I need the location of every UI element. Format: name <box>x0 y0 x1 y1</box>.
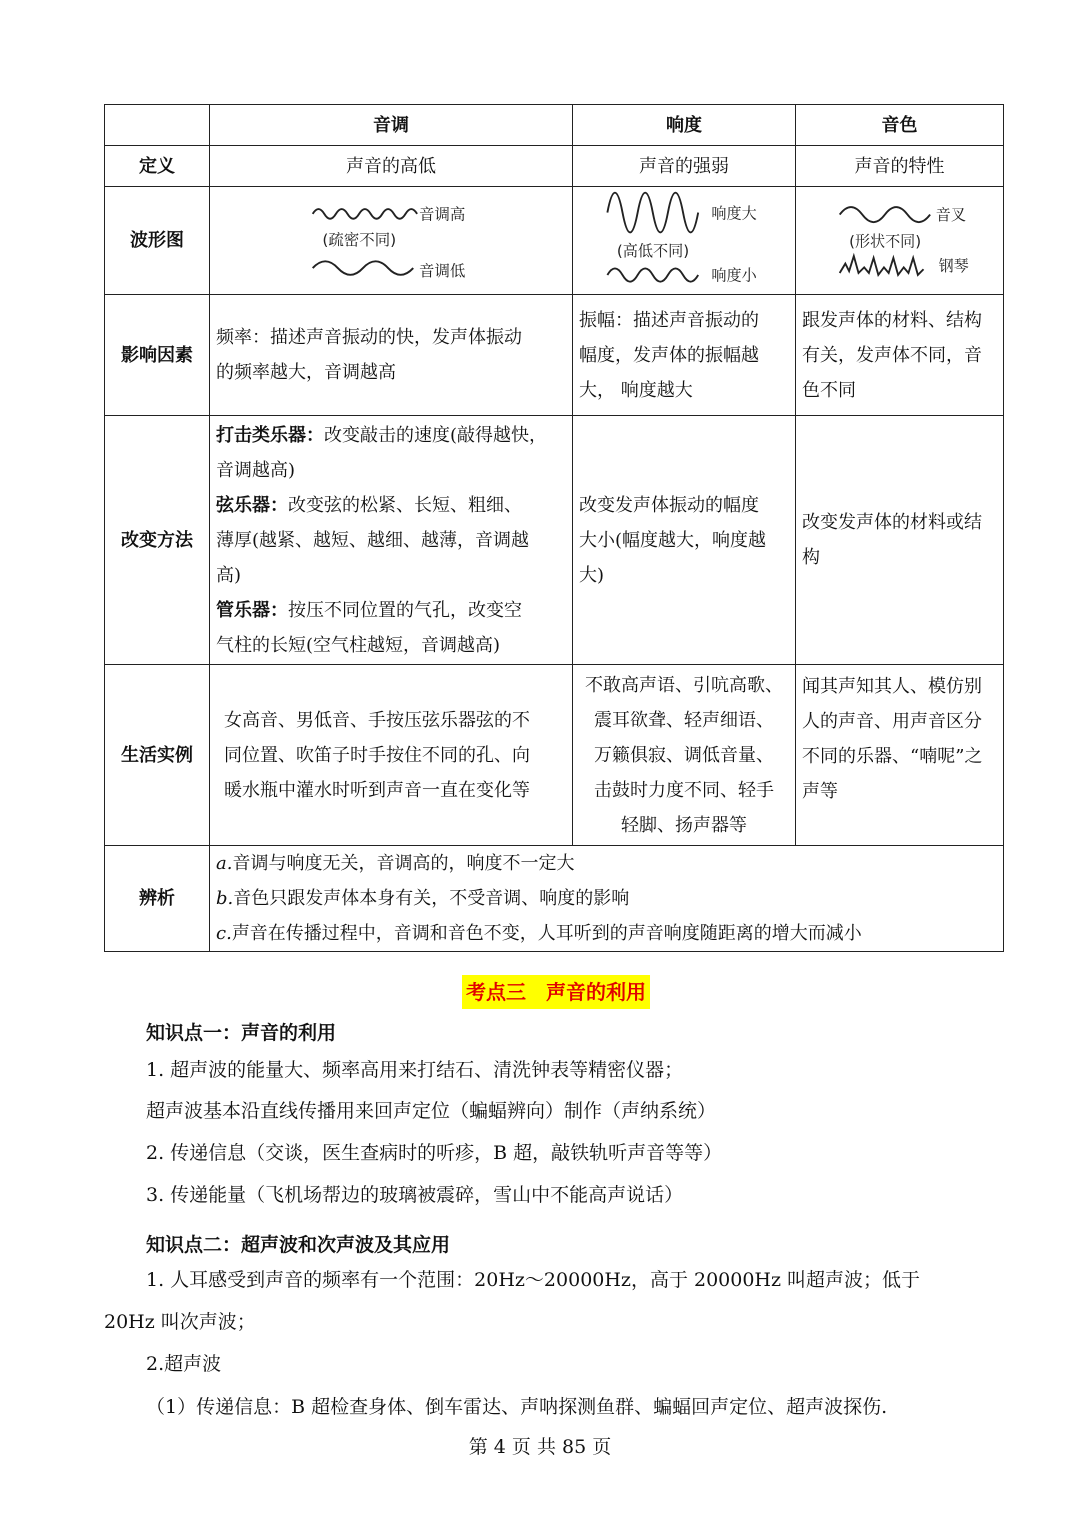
label-timbre-a: 音叉 <box>935 206 966 225</box>
waveform-pitch-cell <box>210 187 573 295</box>
analysis-c-prefix: c. <box>216 923 232 944</box>
waveform-timbre-cell <box>796 187 1004 295</box>
low-pitch-wave <box>313 261 414 275</box>
analysis-a-text: 音调与响度无关，音调高的，响度不一定大 <box>232 853 575 874</box>
examples-loudness-line: 震耳欲聋、轻声细语、 <box>594 709 774 731</box>
row-label-change: 改变方法 <box>105 416 210 665</box>
waveform-loudness-cell <box>573 187 796 295</box>
row-label-definition: 定义 <box>105 146 210 187</box>
factors-timbre-line: 跟发声体的材料、结构 <box>802 309 982 331</box>
factors-pitch-line: 的频率越大，音调越高 <box>216 362 396 383</box>
label-pitch-note: (疏密不同) <box>322 230 397 249</box>
pitch-waveform-diagram <box>216 187 566 294</box>
examples-pitch-line: 暖水瓶中灌水时听到声音一直在变化等 <box>224 779 530 801</box>
table-header-row <box>105 105 1004 146</box>
change-pitch-wind <box>216 593 566 628</box>
examples-timbre-line: 人的声音、用声音区分 <box>802 711 982 732</box>
label-loudness-note: (高低不同) <box>616 242 690 261</box>
factors-timbre-line: 有关，发声体不同，音 <box>802 344 982 366</box>
soft-wave <box>607 268 698 281</box>
label-timbre-note: (形状不同) <box>849 232 922 251</box>
factors-loudness-line: 幅度，发声体的振幅越 <box>579 344 759 366</box>
page-footer: 第 4 页 共 85 页 <box>468 1436 612 1458</box>
kp2-title: 知识点二：超声波和次声波及其应用 <box>146 1234 451 1256</box>
factors-pitch <box>210 295 573 416</box>
change-loudness-line: 大小(幅度越大，响度越 <box>579 529 767 551</box>
analysis-a <box>216 846 997 881</box>
factors-timbre-line: 色不同 <box>802 379 856 401</box>
kp1-line-1: 1. 超声波的能量大、频率高用来打结石、清洗钟表等精密仪器； <box>146 1059 684 1081</box>
analysis-c-text: 声音在传播过程中，音调和音色不变，人耳听到的声音响度随距离的增大而减小 <box>231 923 862 944</box>
analysis-b-text: 音色只跟发声体本身有关，不受音调、响度的影响 <box>233 888 630 909</box>
percussion-text-2: 音调越高) <box>216 459 296 481</box>
table-row-waveform <box>105 187 1004 295</box>
row-label-examples: 生活实例 <box>105 665 210 846</box>
change-timbre <box>796 416 1004 665</box>
kp1-line-4: 3. 传递能量（飞机场帮边的玻璃被震碎，雪山中不能高声说话） <box>146 1184 684 1206</box>
loudness-waveform-diagram <box>579 187 789 294</box>
change-pitch-string <box>216 488 566 523</box>
label-pitch-low: 音调低 <box>419 261 466 280</box>
row-label-factors: 影响因素 <box>105 295 210 416</box>
examples-pitch-line: 同位置、吹笛子时手按住不同的孔、向 <box>224 744 530 766</box>
factors-loudness-line: 大， 响度越大 <box>579 379 693 401</box>
examples-timbre-line: 闻其声知其人、模仿别 <box>802 676 982 697</box>
change-loudness <box>573 416 796 665</box>
examples-timbre-line: 不同的乐器、“喃呢”之 <box>802 746 983 767</box>
row-label-analysis: 辨析 <box>105 846 210 952</box>
label-timbre-b: 钢琴 <box>938 257 969 276</box>
definition-loudness: 声音的强弱 <box>573 146 796 187</box>
table-row-change <box>105 416 1004 665</box>
timbre-waveform-diagram <box>802 187 997 294</box>
table-row-analysis <box>105 846 1004 952</box>
analysis-c <box>216 916 997 951</box>
header-loudness: 响度 <box>573 105 796 146</box>
kp2-line-1: 1. 人耳感受到声音的频率有一个范围：20Hz～20000Hz，高于 20000Hz 叫超声波；低于 <box>146 1269 921 1291</box>
string-text-3: 高) <box>216 564 242 586</box>
label-loudness-low: 响度小 <box>711 266 757 285</box>
wind-title: 管乐器： <box>216 599 288 621</box>
examples-loudness-line: 万籁俱寂、调低音量、 <box>594 744 774 766</box>
wind-text: 按压不同位置的气孔，改变空 <box>288 599 522 621</box>
factors-loudness-line: 振幅：描述声音振动的 <box>579 309 759 331</box>
examples-timbre-line: 声等 <box>802 781 838 802</box>
kp1-title: 知识点一：声音的利用 <box>146 1022 337 1044</box>
change-timbre-line: 构 <box>802 547 820 568</box>
change-pitch <box>210 416 573 665</box>
string-text: 改变弦的松紧、长短、粗细、 <box>288 494 522 516</box>
factors-pitch-line: 频率：描述声音振动的快，发声体振动 <box>216 327 522 348</box>
string-title: 弦乐器： <box>216 494 288 516</box>
loud-wave <box>607 193 698 233</box>
kp2-line-3: 2.超声波 <box>146 1353 222 1375</box>
header-empty-cell <box>105 105 210 146</box>
analysis-content <box>210 846 1004 952</box>
percussion-text: 改变敲击的速度(敲得越快， <box>324 424 548 446</box>
tuning-fork-wave <box>840 207 930 222</box>
section-title: 考点三 声音的利用 <box>462 975 650 1009</box>
piano-wave <box>840 256 924 275</box>
examples-pitch-line: 女高音、男低音、手按压弦乐器弦的不 <box>224 709 530 731</box>
analysis-b-prefix: b. <box>216 888 234 909</box>
examples-loudness-line: 击鼓时力度不同、轻手 <box>594 779 774 801</box>
analysis-b <box>216 881 997 916</box>
definition-timbre: 声音的特性 <box>796 146 1004 187</box>
header-timbre: 音色 <box>796 105 1004 146</box>
label-loudness-high: 响度大 <box>711 204 757 223</box>
table-row-definition <box>105 146 1004 187</box>
label-pitch-high: 音调高 <box>419 205 466 224</box>
table-row-factors <box>105 295 1004 416</box>
high-pitch-wave <box>313 209 417 219</box>
percussion-title: 打击类乐器： <box>216 424 324 446</box>
string-text-2: 薄厚(越紧、越短、越细、越薄，音调越 <box>216 529 530 551</box>
factors-loudness <box>573 295 796 416</box>
kp2-line-2: 20Hz 叫次声波； <box>104 1311 256 1333</box>
examples-pitch <box>210 665 573 846</box>
table-row-examples <box>105 665 1004 846</box>
definition-pitch: 声音的高低 <box>210 146 573 187</box>
examples-timbre <box>796 665 1004 846</box>
header-pitch: 音调 <box>210 105 573 146</box>
sound-characteristics-table <box>104 104 1004 952</box>
change-loudness-line: 改变发声体振动的幅度 <box>579 494 759 516</box>
kp1-line-2: 超声波基本沿直线传播用来回声定位（蝙蝠辨向）制作（声纳系统） <box>146 1100 717 1122</box>
examples-loudness-line: 轻脚、扬声器等 <box>621 814 747 836</box>
change-loudness-line: 大) <box>579 564 605 586</box>
change-pitch-percussion <box>216 418 566 453</box>
row-label-waveform: 波形图 <box>105 187 210 295</box>
factors-timbre <box>796 295 1004 416</box>
kp1-line-3: 2. 传递信息（交谈，医生查病时的听疹，B 超，敲铁轨听声音等等） <box>146 1142 723 1164</box>
examples-loudness <box>573 665 796 846</box>
examples-loudness-line: 不敢高声语、引吭高歌、 <box>585 674 783 696</box>
wind-text-2: 气柱的长短(空气柱越短，音调越高) <box>216 634 501 656</box>
change-timbre-line: 改变发声体的材料或结 <box>802 512 982 533</box>
kp2-line-4: （1）传递信息：B 超检查身体、倒车雷达、声呐探测鱼群、蝙蝠回声定位、超声波探伤. <box>146 1396 888 1418</box>
analysis-a-prefix: a. <box>216 853 233 874</box>
